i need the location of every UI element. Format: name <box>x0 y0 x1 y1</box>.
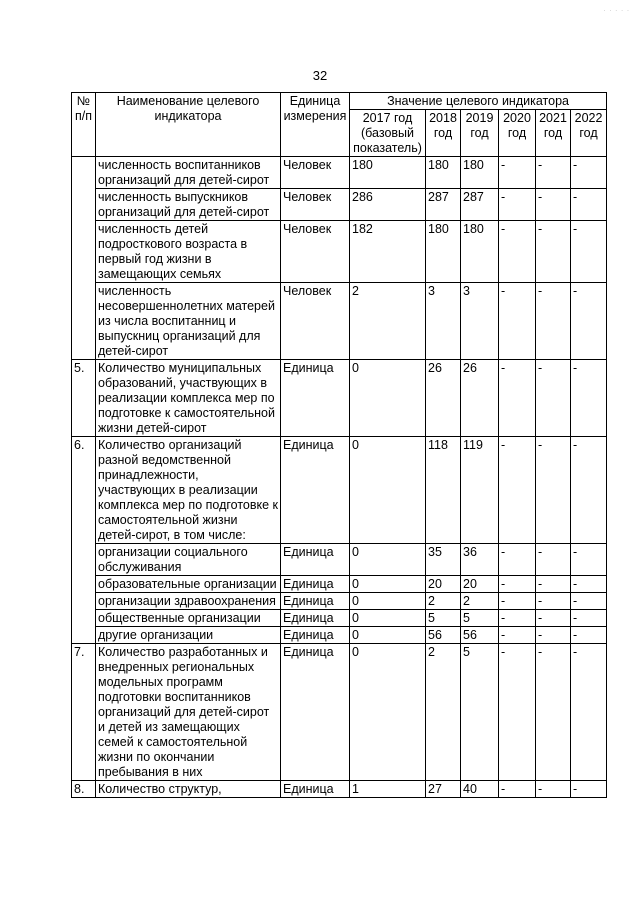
header-year-2019: 2019 год <box>461 110 499 157</box>
value-2020: - <box>499 189 536 221</box>
header-value-group: Значение целевого индикатора <box>350 93 607 110</box>
value-2021: - <box>536 437 571 544</box>
table-row <box>72 610 607 627</box>
value-2022: - <box>571 576 607 593</box>
table-row <box>72 221 607 283</box>
value-2019: 119 <box>461 437 499 544</box>
row-name: Количество структур, <box>96 781 281 798</box>
value-2018: 20 <box>426 576 461 593</box>
value-2021: - <box>536 283 571 360</box>
value-2017: 0 <box>350 610 426 627</box>
value-2017: 0 <box>350 576 426 593</box>
value-2020: - <box>499 644 536 781</box>
row-unit: Единица <box>281 781 350 798</box>
header-num: № п/п <box>72 93 96 157</box>
row-name: численность выпускников организаций для детей-сирот <box>96 189 281 221</box>
row-name: Количество муниципальных образований, участвующих в реализации комплекса мер по подготовке к самостоятельной жизни детей-сирот <box>96 360 281 437</box>
row-unit: Человек <box>281 157 350 189</box>
value-2019: 180 <box>461 221 499 283</box>
row-name: другие организации <box>96 627 281 644</box>
table-row <box>72 283 607 360</box>
value-2017: 2 <box>350 283 426 360</box>
value-2022: - <box>571 157 607 189</box>
value-2022: - <box>571 360 607 437</box>
value-2017: 180 <box>350 157 426 189</box>
table-row <box>72 360 607 437</box>
value-2017: 0 <box>350 360 426 437</box>
value-2021: - <box>536 221 571 283</box>
value-2019: 5 <box>461 610 499 627</box>
header-unit: Единица измерения <box>281 93 350 157</box>
header-year-2021: 2021 год <box>536 110 571 157</box>
row-unit: Единица <box>281 644 350 781</box>
value-2018: 180 <box>426 157 461 189</box>
row-name: численность детей подросткового возраста в первый год жизни в замещающих семьях <box>96 221 281 283</box>
value-2020: - <box>499 544 536 576</box>
value-2022: - <box>571 593 607 610</box>
value-2021: - <box>536 360 571 437</box>
value-2019: 3 <box>461 283 499 360</box>
value-2021: - <box>536 544 571 576</box>
value-2020: - <box>499 360 536 437</box>
row-name: Количество организаций разной ведомственной принадлежности, участвующих в реализации комплекса мер по подготовке к самостоятельной жизни детей-сирот, в том числе: <box>96 437 281 544</box>
value-2022: - <box>571 627 607 644</box>
value-2022: - <box>571 189 607 221</box>
row-unit: Человек <box>281 283 350 360</box>
value-2018: 56 <box>426 627 461 644</box>
table-row <box>72 644 607 781</box>
value-2018: 27 <box>426 781 461 798</box>
row-unit: Единица <box>281 437 350 544</box>
row-name: общественные организации <box>96 610 281 627</box>
value-2019: 26 <box>461 360 499 437</box>
header-name: Наименование целевого индикатора <box>96 93 281 157</box>
value-2019: 20 <box>461 576 499 593</box>
value-2018: 3 <box>426 283 461 360</box>
row-num: 6. <box>72 437 96 644</box>
row-unit: Единица <box>281 593 350 610</box>
value-2019: 40 <box>461 781 499 798</box>
row-name: численность несовершеннолетних матерей из числа воспитанниц и выпускниц организаций для детей-сирот <box>96 283 281 360</box>
row-num: 7. <box>72 644 96 781</box>
row-num <box>72 157 96 360</box>
value-2022: - <box>571 644 607 781</box>
value-2018: 2 <box>426 593 461 610</box>
value-2019: 180 <box>461 157 499 189</box>
value-2017: 182 <box>350 221 426 283</box>
value-2020: - <box>499 610 536 627</box>
table-row <box>72 576 607 593</box>
value-2021: - <box>536 189 571 221</box>
value-2019: 56 <box>461 627 499 644</box>
table-header <box>72 93 607 157</box>
table-body <box>72 157 607 798</box>
row-unit: Единица <box>281 627 350 644</box>
value-2018: 287 <box>426 189 461 221</box>
value-2021: - <box>536 576 571 593</box>
row-name: организации здравоохранения <box>96 593 281 610</box>
value-2017: 0 <box>350 544 426 576</box>
value-2019: 5 <box>461 644 499 781</box>
value-2022: - <box>571 610 607 627</box>
value-2020: - <box>499 781 536 798</box>
value-2017: 0 <box>350 593 426 610</box>
value-2017: 0 <box>350 437 426 544</box>
row-name: численность воспитанников организаций для детей-сирот <box>96 157 281 189</box>
value-2021: - <box>536 593 571 610</box>
value-2020: - <box>499 437 536 544</box>
value-2020: - <box>499 221 536 283</box>
table-row <box>72 627 607 644</box>
value-2018: 180 <box>426 221 461 283</box>
value-2020: - <box>499 627 536 644</box>
row-unit: Единица <box>281 544 350 576</box>
value-2018: 35 <box>426 544 461 576</box>
value-2017: 286 <box>350 189 426 221</box>
value-2019: 36 <box>461 544 499 576</box>
value-2021: - <box>536 627 571 644</box>
value-2021: - <box>536 157 571 189</box>
table-row <box>72 593 607 610</box>
page-number: 32 <box>312 68 328 83</box>
header-year-2018: 2018 год <box>426 110 461 157</box>
value-2022: - <box>571 221 607 283</box>
table-row <box>72 781 607 798</box>
row-name: образовательные организации <box>96 576 281 593</box>
scan-corner-mark: . . . . . <box>603 6 630 13</box>
row-unit: Единица <box>281 610 350 627</box>
table-row <box>72 437 607 544</box>
value-2021: - <box>536 610 571 627</box>
value-2021: - <box>536 781 571 798</box>
value-2019: 2 <box>461 593 499 610</box>
header-year-2022: 2022 год <box>571 110 607 157</box>
value-2020: - <box>499 576 536 593</box>
value-2020: - <box>499 283 536 360</box>
row-unit: Человек <box>281 221 350 283</box>
value-2017: 1 <box>350 781 426 798</box>
value-2018: 118 <box>426 437 461 544</box>
row-unit: Человек <box>281 189 350 221</box>
row-name: Количество разработанных и внедренных региональных модельных программ подготовки воспитанников организаций для детей-сирот и детей из замещающих семей к самостоятельной жизни по окончании пребывания в них <box>96 644 281 781</box>
value-2022: - <box>571 437 607 544</box>
row-unit: Единица <box>281 576 350 593</box>
value-2018: 5 <box>426 610 461 627</box>
table-row <box>72 157 607 189</box>
value-2017: 0 <box>350 627 426 644</box>
value-2018: 26 <box>426 360 461 437</box>
value-2022: - <box>571 283 607 360</box>
table-row <box>72 544 607 576</box>
row-name: организации социального обслуживания <box>96 544 281 576</box>
row-num: 5. <box>72 360 96 437</box>
value-2018: 2 <box>426 644 461 781</box>
value-2020: - <box>499 593 536 610</box>
row-num: 8. <box>72 781 96 798</box>
value-2019: 287 <box>461 189 499 221</box>
row-unit: Единица <box>281 360 350 437</box>
header-year-2017: 2017 год (базовый показатель) <box>350 110 426 157</box>
value-2022: - <box>571 544 607 576</box>
value-2017: 0 <box>350 644 426 781</box>
value-2021: - <box>536 644 571 781</box>
value-2022: - <box>571 781 607 798</box>
table-row <box>72 189 607 221</box>
indicator-table <box>71 92 607 798</box>
value-2020: - <box>499 157 536 189</box>
header-year-2020: 2020 год <box>499 110 536 157</box>
